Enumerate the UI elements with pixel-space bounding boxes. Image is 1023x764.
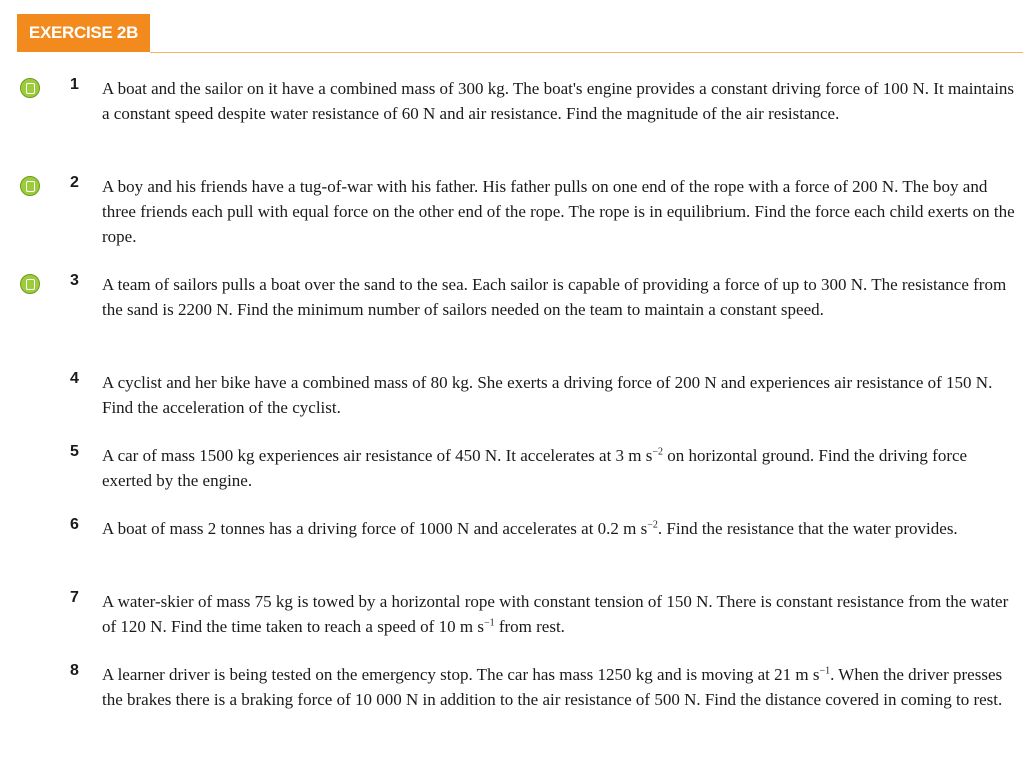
- question-number: 3: [70, 272, 79, 289]
- question-number: 5: [70, 443, 79, 460]
- question-text: A water-skier of mass 75 kg is towed by a horizontal rope with constant tension of 150 N. There is constant resistance from the water of 120 N. Find the time taken to reach a speed of 10 m $s^{-1}$ from rest.: [102, 592, 1009, 636]
- calculator-icon: [20, 78, 40, 98]
- question-number: 7: [70, 589, 79, 606]
- question-text: A car of mass 1500 kg experiences air resistance of 450 N. It accelerates at 3 m $s^{-2}$ on horizontal ground. Find the driving force exerted by the engine.: [102, 446, 968, 490]
- question-text: A boat and the sailor on it have a combined mass of 300 kg. The boat's engine provides a constant driving force of 100 N. It maintains a constant speed despite water resistance of 60 N and air resistance. Find the magnitude of the air resistance.: [102, 79, 1015, 123]
- calculator-icon: [20, 274, 40, 294]
- question-number: 1: [70, 76, 79, 93]
- header-divider: [150, 52, 1023, 53]
- question-number: 8: [70, 662, 79, 679]
- question-number: 4: [70, 370, 79, 387]
- calculator-icon: [20, 176, 40, 196]
- exercise-title: EXERCISE 2B: [28, 23, 139, 42]
- question-text: A learner driver is being tested on the emergency stop. The car has mass 1250 kg and is moving at 21 m $s^{-1}$. When the driver presses the brakes there is a braking force of 10 000 N in addition to the air resistance of 500 N. Find the distance covered in coming to rest.: [102, 665, 1003, 709]
- question-text: A team of sailors pulls a boat over the sand to the sea. Each sailor is capable of providing a force of up to 300 N. The resistance from the sand is 2200 N. Find the minimum number of sailors needed on the team to maintain a constant speed.: [102, 275, 1007, 319]
- question-number: 6: [70, 516, 79, 533]
- question-text: A boat of mass 2 tonnes has a driving force of 1000 N and accelerates at 0.2 m $s^{-2}$. Find the resistance that the water provides.: [102, 519, 958, 538]
- question-text: A cyclist and her bike have a combined mass of 80 kg. She exerts a driving force of 200 N and experiences air resistance of 150 N. Find the acceleration of the cyclist.: [102, 373, 993, 417]
- question-text: A boy and his friends have a tug-of-war with his father. His father pulls on one end of the rope with a force of 200 N. The boy and three friends each pull with equal force on the other end of the rope. The rope is in equilibrium. Find the force each child exerts on the rope.: [102, 177, 1015, 246]
- exercise-header: [17, 14, 150, 52]
- question-number: 2: [70, 174, 79, 191]
